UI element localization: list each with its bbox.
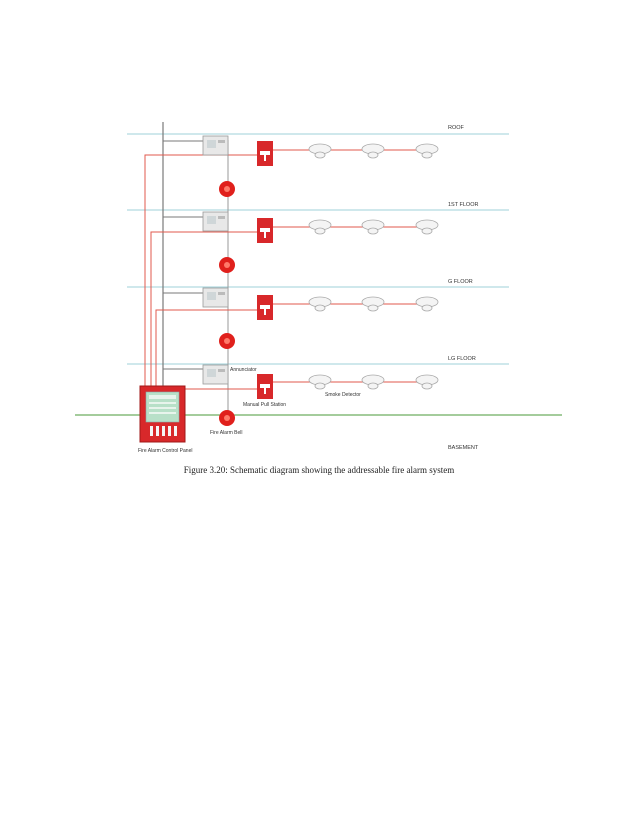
smoke-detectors xyxy=(309,144,438,389)
floor-label-g: G FLOOR xyxy=(448,279,473,285)
figure-caption: Figure 3.20: Schematic diagram showing the addressable fire alarm system xyxy=(183,465,455,475)
fire-alarm-bell-1 xyxy=(219,181,235,197)
red-wiring xyxy=(145,150,430,390)
fire-alarm-control-panel xyxy=(140,386,185,442)
fire-alarm-bell-4 xyxy=(219,410,235,426)
label-smoke-detector: Smoke Detector xyxy=(325,392,361,398)
floor-label-1st: 1ST FLOOR xyxy=(448,202,479,208)
floor-label-basement: BASEMENT xyxy=(448,445,479,451)
annunciator-roof xyxy=(203,136,228,155)
label-fire-alarm-control-panel: Fire Alarm Control Panel xyxy=(138,448,193,454)
label-annunciator: Annunciator xyxy=(230,367,257,373)
manual-pull-station-lg xyxy=(257,374,273,399)
annunciator-lg xyxy=(203,365,228,384)
annunciator-g xyxy=(203,288,228,307)
fire-alarm-bell-3 xyxy=(219,333,235,349)
annunciator-1st xyxy=(203,212,228,231)
label-fire-alarm-bell: Fire Alarm Bell xyxy=(210,430,243,436)
floor-label-roof: ROOF xyxy=(448,125,464,131)
floor-label-lg: LG FLOOR xyxy=(448,356,476,362)
label-manual-pull-station: Manual Pull Station xyxy=(243,402,287,408)
manual-pull-station-g xyxy=(257,295,273,320)
fire-alarm-bell-2 xyxy=(219,257,235,273)
manual-pull-station-roof xyxy=(257,141,273,166)
manual-pull-station-1st xyxy=(257,218,273,243)
